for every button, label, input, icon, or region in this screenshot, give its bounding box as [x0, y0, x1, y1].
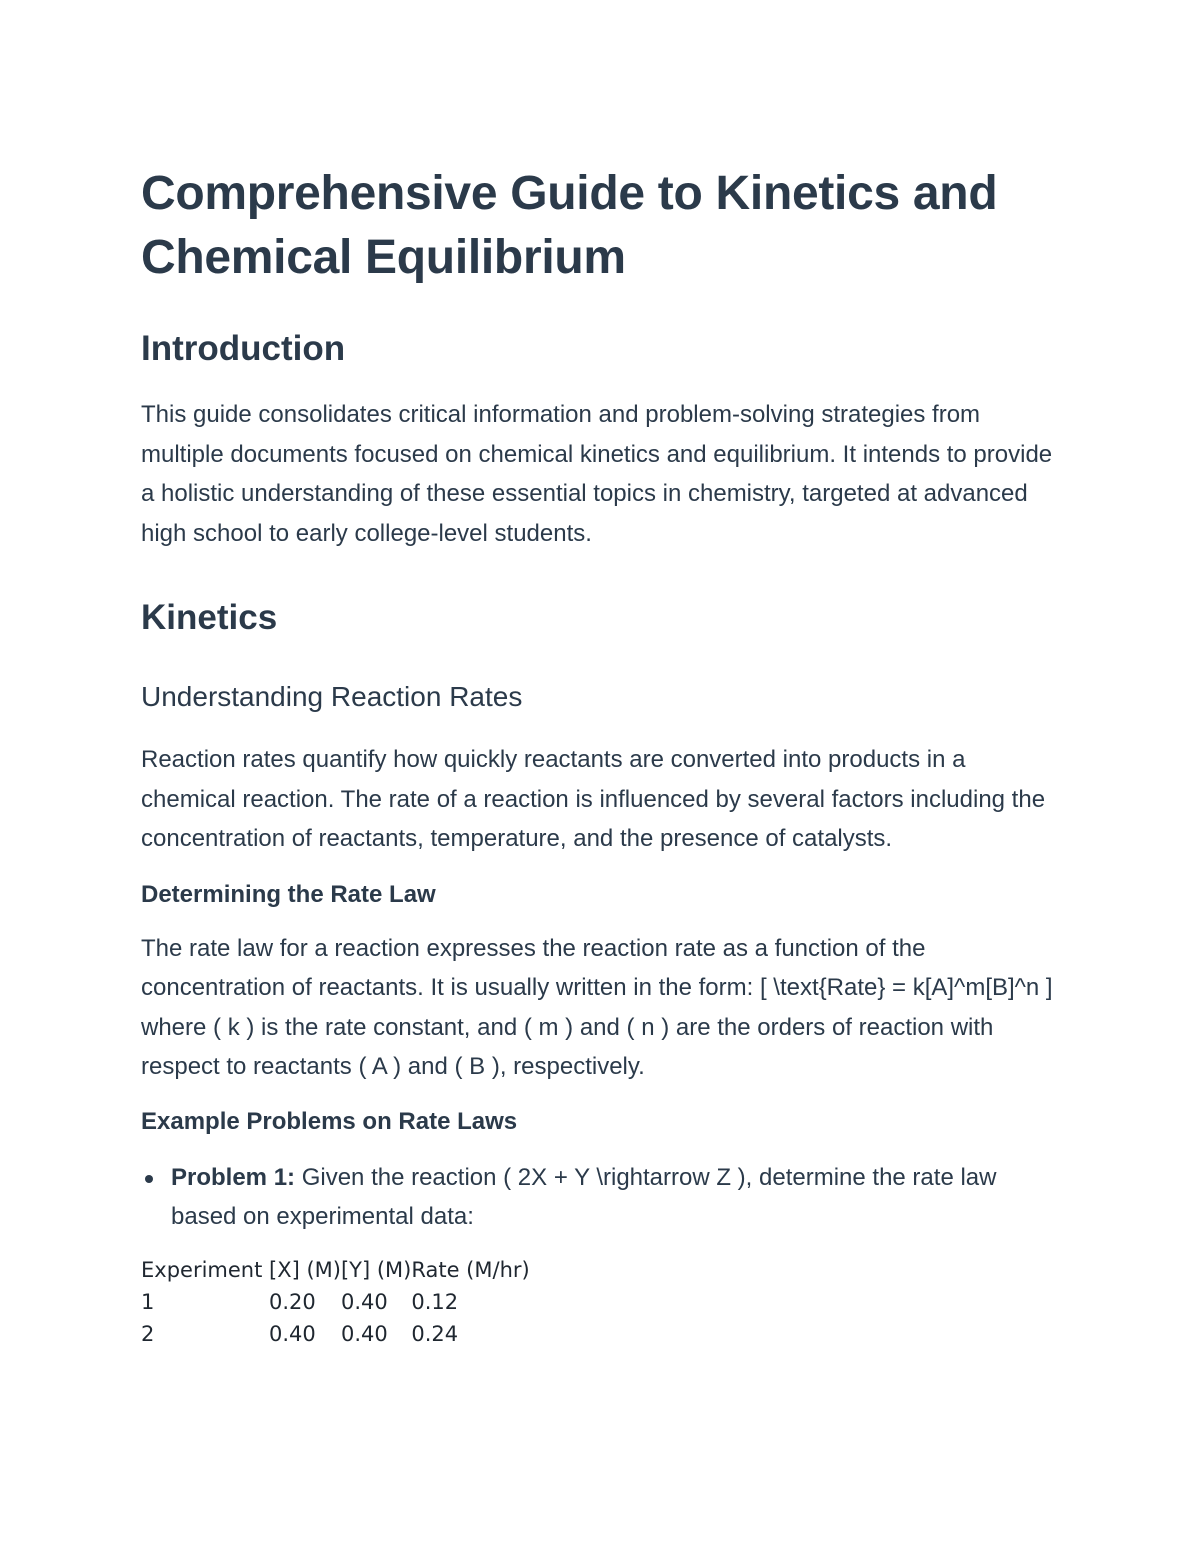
experiment-data-table: [141, 1254, 530, 1350]
table-cell: 0.12: [411, 1289, 459, 1314]
problem-text: Given the reaction ( 2X + Y \rightarrow Z ), determine the rate law based on experimental data:: [171, 1163, 997, 1230]
kinetics-heading: Kinetics: [141, 598, 278, 637]
list-item: [171, 1158, 1062, 1237]
table-header-cell: [Y] (M): [340, 1257, 412, 1282]
table-header-cell: Rate (M/hr): [411, 1257, 530, 1282]
problem-list: [141, 1158, 1062, 1237]
table-cell: 0.40: [340, 1321, 388, 1346]
table-cell: 0.20: [269, 1289, 316, 1314]
introduction-paragraph: This guide consolidates critical information and problem-solving strategies from multiple documents focused on chemical kinetics and equilibrium. It intends to provide a holistic understanding of these essential topics in chemistry, targeted at advanced high school to early college-level students.: [141, 401, 1053, 547]
rate-law-heading: Determining the Rate Law: [141, 880, 436, 908]
reaction-rates-heading: Understanding Reaction Rates: [141, 681, 523, 712]
document-title: Comprehensive Guide to Kinetics and Chemical Equilibrium: [141, 167, 998, 284]
table-header-cell: [X] (M): [269, 1257, 341, 1282]
table-header-cell: Experiment: [141, 1257, 263, 1282]
problem-label: Problem 1:: [171, 1163, 296, 1191]
table-header-row: [141, 1254, 530, 1286]
introduction-heading: Introduction: [141, 329, 346, 368]
bullet-icon: [145, 1175, 153, 1183]
table-cell: 0.40: [340, 1289, 388, 1314]
table-row: [141, 1318, 530, 1350]
table-row: [141, 1286, 530, 1318]
table-cell: 0.24: [411, 1321, 459, 1346]
reaction-rates-paragraph: Reaction rates quantify how quickly reactants are converted into products in a chemical reaction. The rate of a reaction is influenced by several factors including the concentration of reactants, temperature, and the presence of catalysts.: [141, 746, 1046, 852]
table-cell: 2: [141, 1321, 155, 1346]
table-cell: 1: [141, 1289, 155, 1314]
example-problems-heading: Example Problems on Rate Laws: [141, 1107, 518, 1135]
rate-law-paragraph: The rate law for a reaction expresses the reaction rate as a function of the concentration of reactants. It is usually written in the form: [ \text{Rate} = k[A]^m[B]^n ] where ( k ) is the rate constant, and ( m ) and ( n ) are the orders of reaction with respect to reactants ( A ) and ( B ), respectively.: [141, 934, 1053, 1080]
table-cell: 0.40: [269, 1321, 316, 1346]
